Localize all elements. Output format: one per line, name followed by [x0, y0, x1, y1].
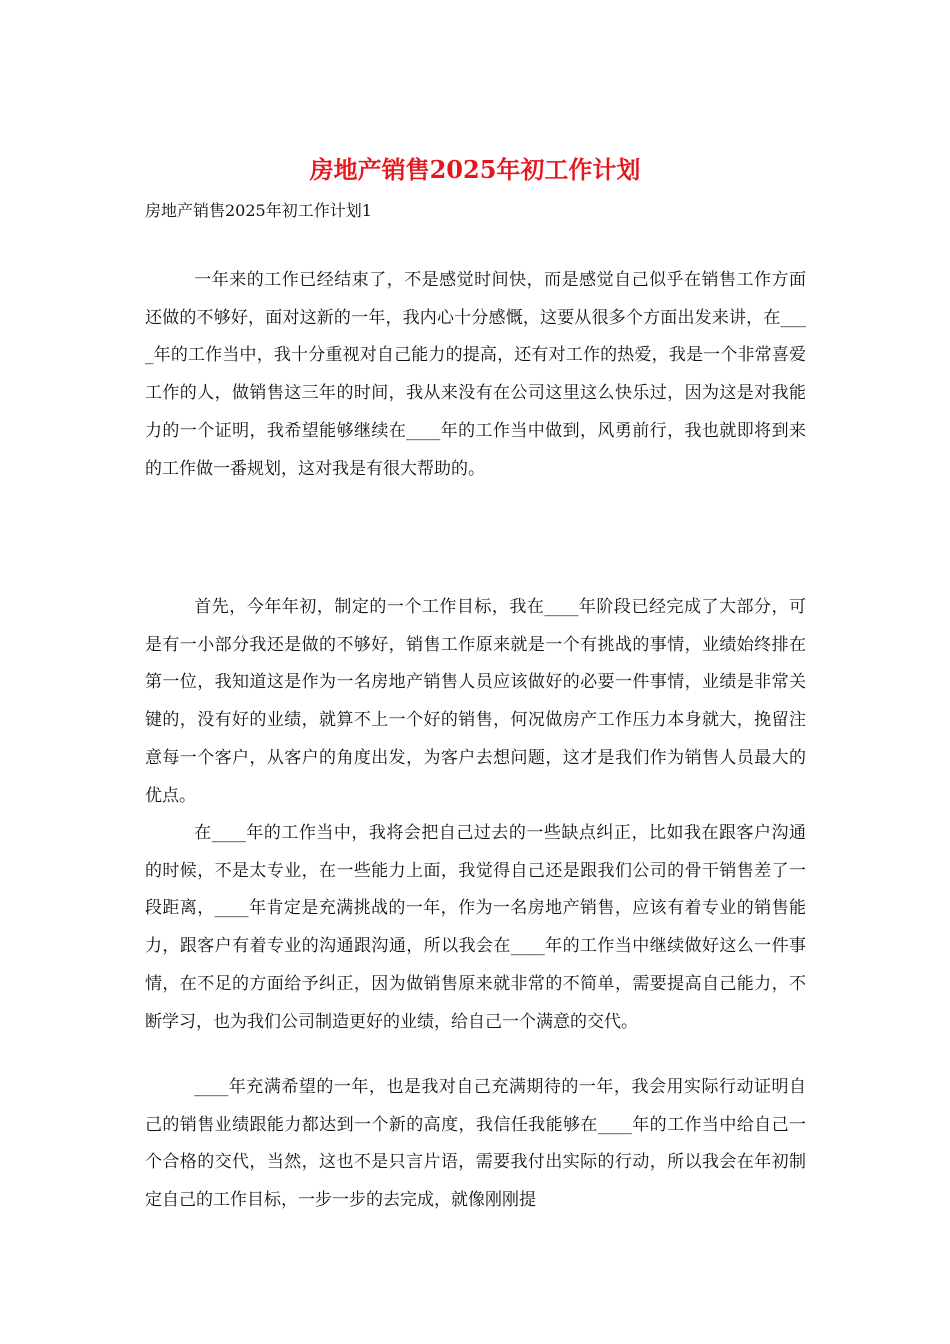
body-paragraph: ____年充满希望的一年，也是我对自己充满期待的一年，我会用实际行动证明自己的销售业绩跟能力都达到一个新的高度，我信任我能够在____年的工作当中给自己一个合格的交代，当然，这也不是只言片语，需要我付出实际的行动，所以我会在年初制定自己的工作目标，一步一步的去完成，就像刚刚提 [145, 1077, 806, 1211]
body-paragraph: 首先，今年年初，制定的一个工作目标，我在____年阶段已经完成了大部分，可是有一小部分我还是做的不够好，销售工作原来就是一个有挑战的事情，业绩始终排在第一位，我知道这是作为一名房地产销售人员应该做好的必要一件事情，业绩是非常关键的，没有好的业绩，就算不上一个好的销售，何况做房产工作压力本身就大，挽留注意每一个客户，从客户的角度出发，为客户去想问题，这才是我们作为销售人员最大的优点。 [145, 597, 806, 806]
body-paragraph: 一年来的工作已经结束了，不是感觉时间快，而是感觉自己似乎在销售工作方面还做的不够好，面对这新的一年，我内心十分感慨，这要从很多个方面出发来讲，在____年的工作当中，我十分重视对自己能力的提高，还有对工作的热爱，我是一个非常喜爱工作的人，做销售这三年的时间，我从来没有在公司这里这么快乐过，因为这是对我能力的一个证明，我希望能够继续在____年的工作当中做到，风勇前行，我也就即将到来的工作做一番规划，这对我是有很大帮助的。 [145, 270, 806, 479]
body-paragraph: 在____年的工作当中，我将会把自己过去的一些缺点纠正，比如我在跟客户沟通的时候，不是太专业，在一些能力上面，我觉得自己还是跟我们公司的骨干销售差了一段距离，____年肯定是充满挑战的一年，作为一名房地产销售，应该有着专业的销售能力，跟客户有着专业的沟通跟沟通，所以我会在____年的工作当中继续做好这么一件事情，在不足的方面给予纠正，因为做销售原来就非常的不简单，需要提高自己能力，不断学习，也为我们公司制造更好的业绩，给自己一个满意的交代。 [145, 823, 806, 1032]
document-title: 房地产销售2025年初工作计划 [309, 155, 641, 184]
document-subtitle: 房地产销售2025年初工作计划1 [145, 201, 372, 220]
